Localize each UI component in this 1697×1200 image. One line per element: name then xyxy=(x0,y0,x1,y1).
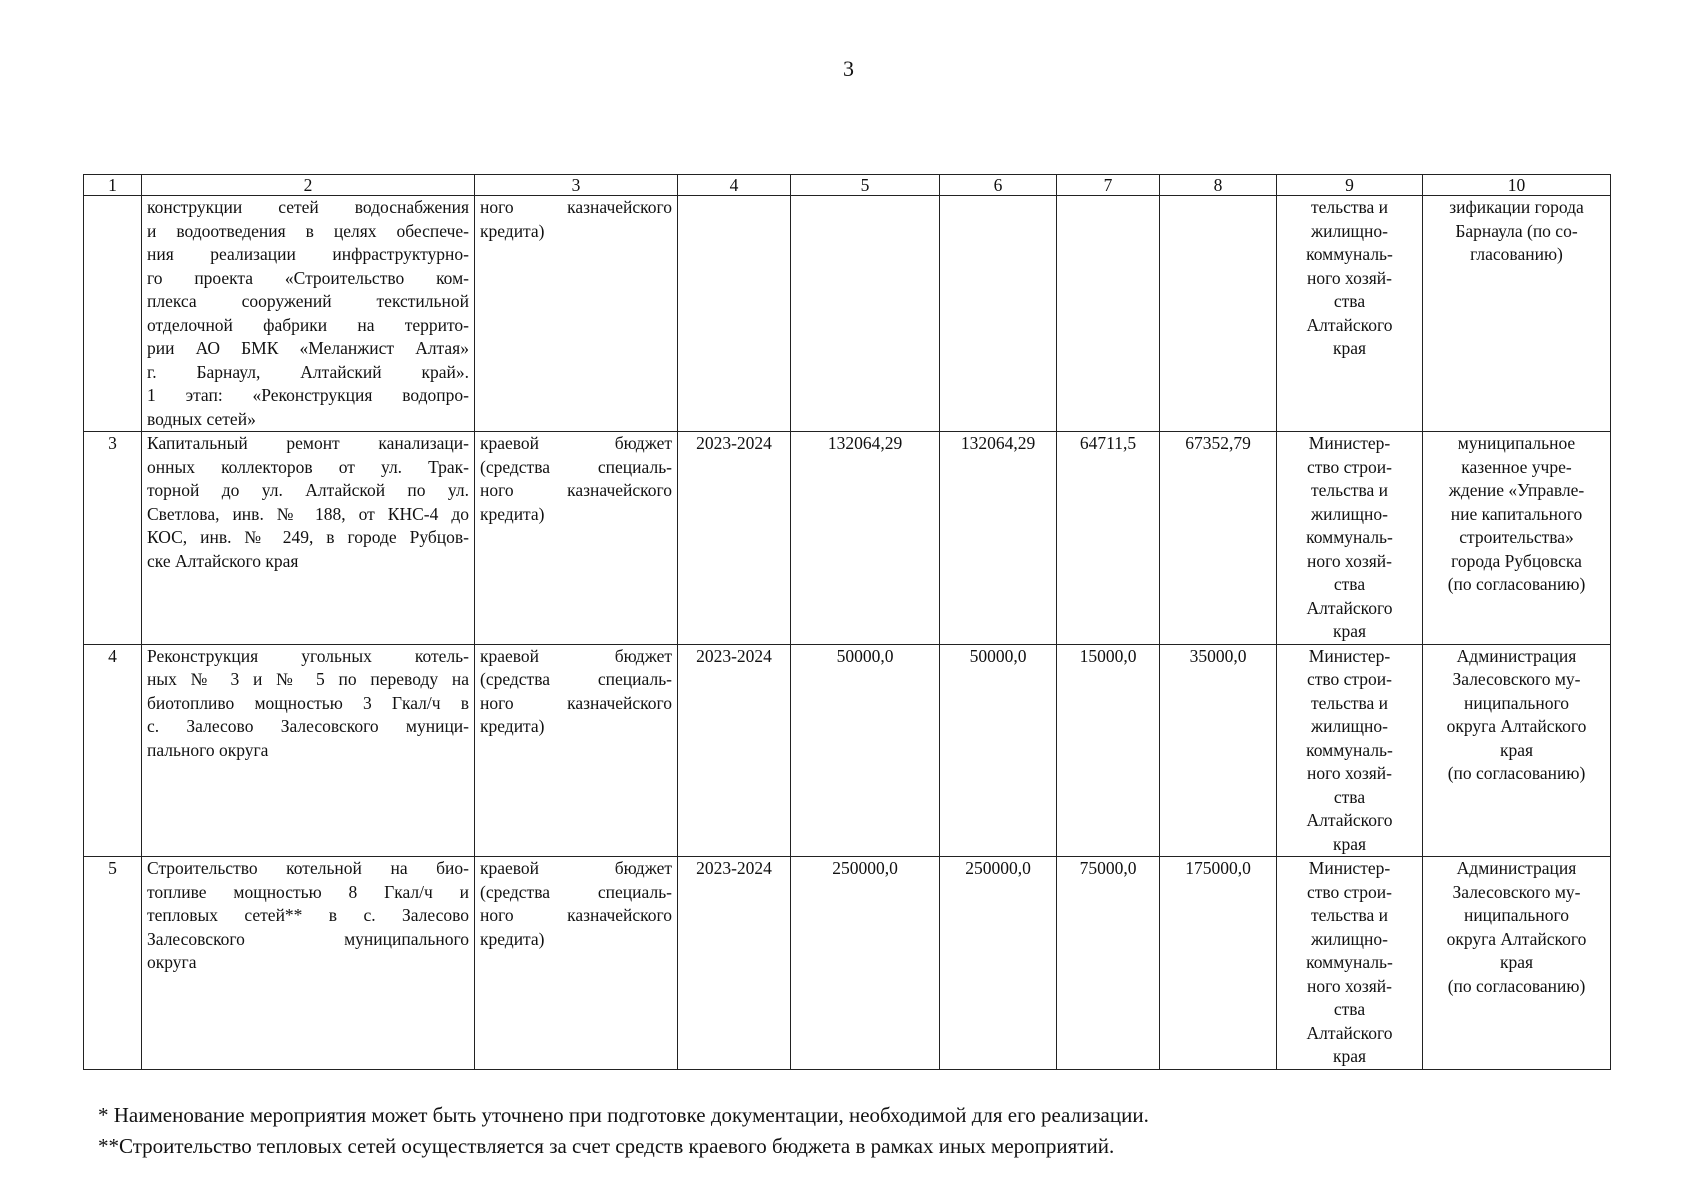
participant-cell xyxy=(1423,857,1611,1070)
header-cell: 6 xyxy=(940,175,1057,196)
header-cell: 2 xyxy=(142,175,475,196)
cell-line: 1 этап: «Реконструкция водопро- xyxy=(147,385,469,405)
table-row xyxy=(84,644,1611,857)
funding-source-cell xyxy=(475,644,678,857)
cell-line: Строительство котельной на био- xyxy=(147,858,469,878)
cell-line: (средства специаль- xyxy=(480,881,672,902)
amount-col8-cell xyxy=(1160,196,1277,432)
measure-name-cell xyxy=(142,857,475,1070)
executor-cell xyxy=(1277,432,1423,645)
participant-cell xyxy=(1423,196,1611,432)
amount-col6-cell: 250000,0 xyxy=(940,857,1057,1070)
amount-col7-cell: 75000,0 xyxy=(1057,857,1160,1070)
amount-col8-cell: 175000,0 xyxy=(1160,857,1277,1070)
cell-line: ство строи- xyxy=(1306,669,1392,689)
participant-cell xyxy=(1423,432,1611,645)
table-header-row xyxy=(84,175,1611,196)
cell-line: округа xyxy=(147,952,197,972)
cell-line: и водоотведения в целях обеспече- xyxy=(147,220,469,241)
header-cell: 8 xyxy=(1160,175,1277,196)
amount-col6-cell: 132064,29 xyxy=(940,432,1057,645)
cell-line: коммуналь- xyxy=(1306,739,1393,760)
footnote-2: **Строительство тепловых сетей осуществляется за счет средств краевого бюджета в рамках иных мероприятий. xyxy=(98,1134,1115,1158)
cell-line: Капитальный ремонт канализаци- xyxy=(147,433,469,453)
cell-line: края xyxy=(1332,338,1367,358)
cell-line: ниципального xyxy=(1463,905,1570,925)
cell-line: ного хозяй- xyxy=(1307,550,1392,571)
cell-line: тельства и xyxy=(1310,480,1389,500)
header-cell: 1 xyxy=(84,175,142,196)
cell-line: Светлова, инв. № 188, от КНС-4 до xyxy=(147,503,469,524)
cell-line: Залесовского муниципального xyxy=(147,928,469,949)
cell-line: жилищно- xyxy=(1311,928,1388,949)
cell-line: Реконструкция угольных котель- xyxy=(147,645,469,666)
cell-line: Алтайского xyxy=(1306,597,1393,618)
cell-line: (средства специаль- xyxy=(480,456,672,477)
cell-line: Залесовского му- xyxy=(1452,669,1581,689)
period-cell: 2023-2024 xyxy=(678,857,791,1070)
cell-line: Алтайского xyxy=(1306,810,1393,830)
cell-line: плекса сооружений текстильной xyxy=(147,291,469,311)
cell-line: округа Алтайского xyxy=(1446,716,1587,736)
footnote-1: * Наименование мероприятия может быть уточнено при подготовке документации, необходимой для его реализации. xyxy=(98,1103,1149,1127)
header-cell: 4 xyxy=(678,175,791,196)
cell-line: краевой бюджет xyxy=(480,433,672,453)
cell-line: жилищно- xyxy=(1311,503,1388,524)
total-amount-cell: 250000,0 xyxy=(791,857,940,1070)
cell-line: Министер- xyxy=(1308,858,1391,878)
cell-line: конструкции сетей водоснабжения xyxy=(147,197,469,217)
amount-col6-cell: 50000,0 xyxy=(940,644,1057,857)
cell-line: Администрация xyxy=(1456,645,1577,666)
cell-line: края xyxy=(1332,833,1367,854)
cell-line: ного хозяй- xyxy=(1307,975,1392,996)
page-number: 3 xyxy=(843,56,854,81)
cell-line: жилищно- xyxy=(1311,716,1388,736)
period-cell xyxy=(678,196,791,432)
cell-line: г. Барнаул, Алтайский край». xyxy=(147,361,469,382)
cell-line: жилищно- xyxy=(1311,220,1388,241)
cell-line: ного казначейского xyxy=(480,480,672,500)
cell-line: кредита) xyxy=(480,928,545,949)
cell-line: ство строи- xyxy=(1306,881,1392,902)
cell-line: Министер- xyxy=(1308,433,1391,453)
period-cell: 2023-2024 xyxy=(678,644,791,857)
participant-cell xyxy=(1423,644,1611,857)
cell-line: округа Алтайского xyxy=(1446,928,1587,949)
row-number-cell: 5 xyxy=(84,857,142,1070)
cell-line: гласованию) xyxy=(1470,244,1563,264)
measures-table xyxy=(83,174,1611,1070)
executor-cell xyxy=(1277,857,1423,1070)
cell-line: тельства и xyxy=(1310,692,1389,713)
header-cell: 9 xyxy=(1277,175,1423,196)
cell-line: муниципальное xyxy=(1457,433,1576,453)
cell-line: краевой бюджет xyxy=(480,645,672,666)
amount-col7-cell: 15000,0 xyxy=(1057,644,1160,857)
cell-line: ного казначейского xyxy=(480,692,672,713)
measure-name-cell xyxy=(142,196,475,432)
cell-line: топливе мощностью 8 Гкал/ч и xyxy=(147,881,469,902)
cell-line: ного хозяй- xyxy=(1307,763,1392,783)
funding-source-cell xyxy=(475,857,678,1070)
total-amount-cell: 50000,0 xyxy=(791,644,940,857)
cell-line: го проекта «Строительство ком- xyxy=(147,267,469,288)
cell-line: рии АО БМК «Меланжист Алтая» xyxy=(147,338,469,358)
cell-line: коммуналь- xyxy=(1306,244,1393,264)
table-row xyxy=(84,432,1611,645)
cell-line: (по согласованию) xyxy=(1447,975,1586,996)
header-cell: 3 xyxy=(475,175,678,196)
cell-line: Залесовского му- xyxy=(1452,881,1581,902)
cell-line: ния реализации инфраструктурно- xyxy=(147,244,469,264)
cell-line: тепловых сетей** в с. Залесово xyxy=(147,905,469,925)
cell-line: ства xyxy=(1333,786,1366,807)
row-number-cell xyxy=(84,196,142,432)
cell-line: ства xyxy=(1333,291,1366,311)
row-number-cell: 4 xyxy=(84,644,142,857)
cell-line: ске Алтайского края xyxy=(147,550,299,571)
cell-line: кредита) xyxy=(480,220,545,241)
measure-name-cell xyxy=(142,644,475,857)
cell-line: ства xyxy=(1333,999,1366,1019)
cell-line: края xyxy=(1499,952,1534,972)
table-row xyxy=(84,857,1611,1070)
cell-line: кредита) xyxy=(480,716,545,736)
cell-line: ние капитального xyxy=(1450,503,1583,524)
cell-line: ных № 3 и № 5 по переводу на xyxy=(147,669,469,689)
cell-line: Алтайского xyxy=(1306,314,1393,335)
cell-line: ждение «Управле- xyxy=(1448,480,1585,500)
cell-line: краевой бюджет xyxy=(480,858,672,878)
cell-line: зификации города xyxy=(1449,197,1584,217)
amount-col7-cell: 64711,5 xyxy=(1057,432,1160,645)
cell-line: ного хозяй- xyxy=(1307,267,1392,288)
cell-line: коммуналь- xyxy=(1306,952,1393,972)
header-cell: 7 xyxy=(1057,175,1160,196)
cell-line: КОС, инв. № 249, в городе Рубцов- xyxy=(147,527,469,547)
cell-line: онных коллекторов от ул. Трак- xyxy=(147,456,469,477)
cell-line: ство строи- xyxy=(1306,456,1392,477)
cell-line: тельства и xyxy=(1310,905,1389,925)
header-cell: 10 xyxy=(1423,175,1611,196)
cell-line: ного казначейского xyxy=(480,197,672,217)
cell-line: биотопливо мощностью 3 Гкал/ч в xyxy=(147,692,469,713)
measure-name-cell xyxy=(142,432,475,645)
table-row xyxy=(84,196,1611,432)
cell-line: края xyxy=(1499,739,1534,760)
cell-line: края xyxy=(1332,621,1367,641)
cell-line: Барнаула (по со- xyxy=(1455,220,1578,241)
cell-line: казенное учре- xyxy=(1461,456,1572,477)
cell-line: (по согласованию) xyxy=(1447,763,1586,783)
cell-line: (средства специаль- xyxy=(480,669,672,689)
funding-source-cell xyxy=(475,196,678,432)
cell-line: города Рубцовска xyxy=(1451,550,1582,571)
cell-line: пального округа xyxy=(147,739,269,760)
amount-col8-cell: 35000,0 xyxy=(1160,644,1277,857)
cell-line: Администрация xyxy=(1456,858,1577,878)
cell-line: водных сетей» xyxy=(147,408,256,429)
amount-col8-cell: 67352,79 xyxy=(1160,432,1277,645)
cell-line: строительства» xyxy=(1459,527,1574,547)
cell-line: ниципального xyxy=(1463,692,1570,713)
header-cell: 5 xyxy=(791,175,940,196)
cell-line: отделочной фабрики на террито- xyxy=(147,314,469,335)
total-amount-cell: 132064,29 xyxy=(791,432,940,645)
period-cell: 2023-2024 xyxy=(678,432,791,645)
cell-line: коммуналь- xyxy=(1306,527,1393,547)
cell-line: Алтайского xyxy=(1306,1022,1393,1043)
amount-col6-cell xyxy=(940,196,1057,432)
row-number-cell: 3 xyxy=(84,432,142,645)
funding-source-cell xyxy=(475,432,678,645)
cell-line: торной до ул. Алтайской по ул. xyxy=(147,480,469,500)
cell-line: Министер- xyxy=(1308,645,1391,666)
amount-col7-cell xyxy=(1057,196,1160,432)
cell-line: (по согласованию) xyxy=(1447,574,1586,594)
cell-line: тельства и xyxy=(1310,197,1389,217)
cell-line: ного казначейского xyxy=(480,905,672,925)
cell-line: края xyxy=(1332,1046,1367,1066)
cell-line: кредита) xyxy=(480,503,545,524)
cell-line: с. Залесово Залесовского муници- xyxy=(147,716,469,736)
total-amount-cell xyxy=(791,196,940,432)
cell-line: ства xyxy=(1333,574,1366,594)
executor-cell xyxy=(1277,644,1423,857)
executor-cell xyxy=(1277,196,1423,432)
